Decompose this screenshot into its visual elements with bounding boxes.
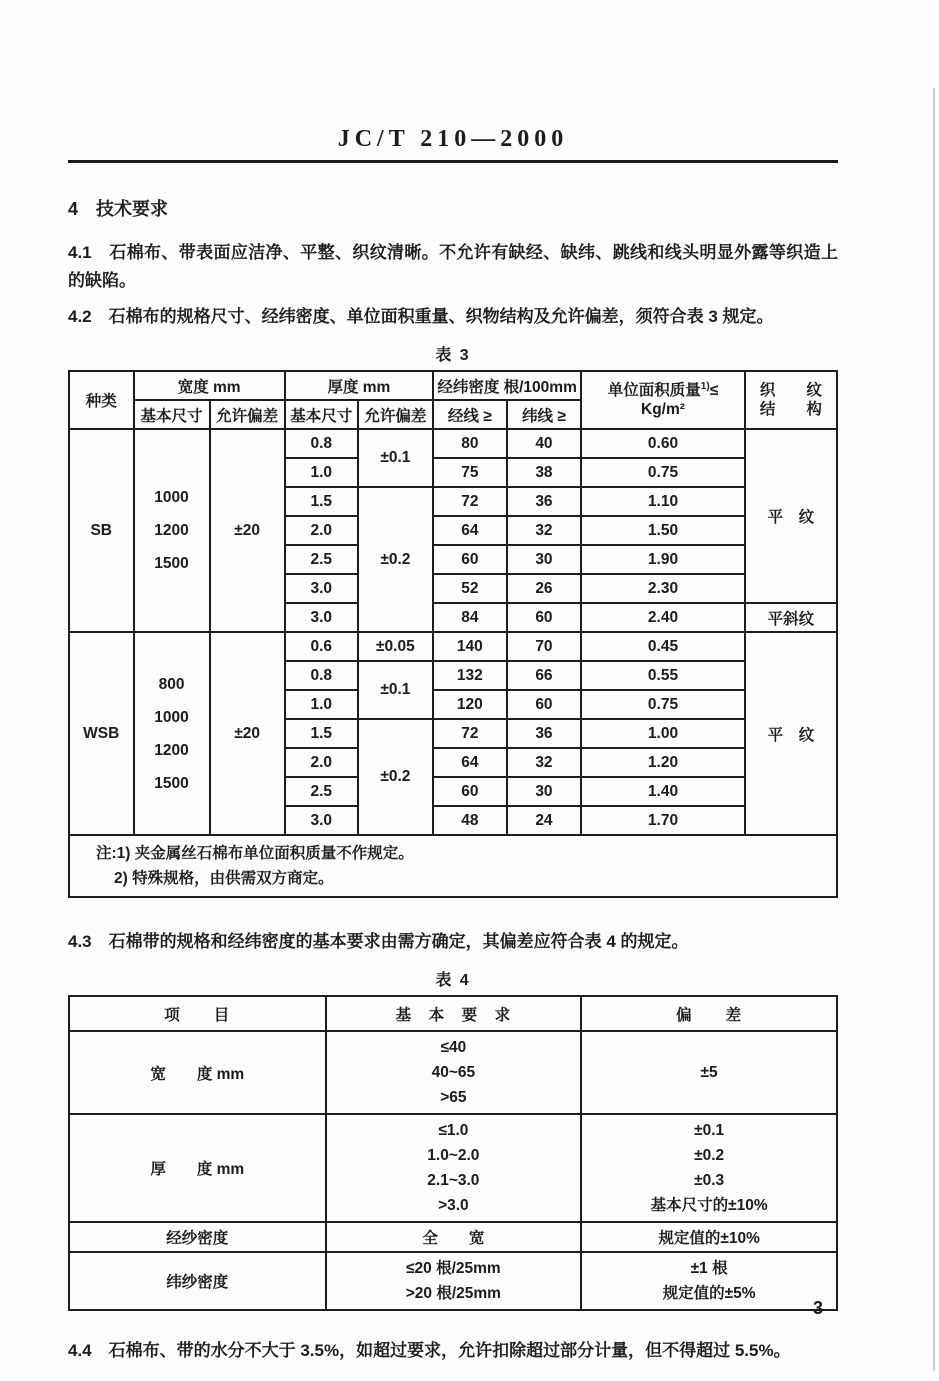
cell-requirement <box>326 1114 582 1222</box>
cell-weft: 38 <box>507 458 581 487</box>
cell-thickness: 2.5 <box>285 777 358 806</box>
cell-mass: 1.00 <box>581 719 745 748</box>
t3-subheader-basic-width: 基本尺寸 <box>134 400 210 429</box>
cell-thickness: 3.0 <box>285 574 358 603</box>
t3-subheader-width-dev: 允许偏差 <box>210 400 285 429</box>
cell-thickness-dev: ±0.1 <box>358 661 433 719</box>
req-line: >20 根/25mm <box>405 1285 501 1302</box>
table-row <box>69 1114 837 1222</box>
dev-line: 基本尺寸的±10% <box>650 1197 768 1214</box>
cell-thickness: 2.0 <box>285 748 358 777</box>
page-number: 3 <box>812 1298 823 1318</box>
width-value: 800 <box>158 675 185 693</box>
cell-weft: 24 <box>507 806 581 835</box>
req-line: ≤40 <box>440 1039 467 1056</box>
cell-item: 经纱密度 <box>69 1222 326 1252</box>
t3-header-mass <box>581 371 745 429</box>
cell-mass: 1.50 <box>581 516 745 545</box>
t4-header-requirement: 基 本 要 求 <box>326 996 582 1031</box>
cell-warp: 84 <box>433 603 507 632</box>
mass-le-symbol: ≤ <box>709 382 719 399</box>
cell-requirement <box>326 1252 582 1310</box>
cell-weft: 32 <box>507 748 581 777</box>
mass-header-line1 <box>582 381 744 400</box>
cell-widths-sb <box>134 429 210 632</box>
cell-warp: 120 <box>433 690 507 719</box>
cell-requirement <box>326 1031 582 1114</box>
cell-weave-sb: 平 纹 <box>745 429 837 603</box>
cell-mass: 0.75 <box>581 458 745 487</box>
weave-header-line1: 织 纹 <box>759 382 822 399</box>
cell-warp: 60 <box>433 545 507 574</box>
cell-thickness: 1.5 <box>285 487 358 516</box>
cell-warp: 64 <box>433 748 507 777</box>
standard-number-title: JC/T 210—2000 <box>337 126 569 152</box>
cell-weft: 32 <box>507 516 581 545</box>
cell-weft: 26 <box>507 574 581 603</box>
cell-thickness-dev: ±0.2 <box>358 487 433 632</box>
t3-subheader-weft: 纬线 ≥ <box>507 400 581 429</box>
cell-warp: 52 <box>433 574 507 603</box>
cell-weft: 40 <box>507 429 581 458</box>
cell-warp: 140 <box>433 632 507 661</box>
cell-thickness-dev: ±0.1 <box>358 429 433 487</box>
t3-header-kind: 种类 <box>69 371 134 429</box>
t3-header-weave <box>745 371 837 429</box>
section-heading: 4 技术要求 <box>68 199 169 219</box>
req-line: ≤20 根/25mm <box>406 1260 501 1277</box>
req-line: 40~65 <box>431 1064 476 1081</box>
cell-warp: 64 <box>433 516 507 545</box>
cell-thickness: 0.6 <box>285 632 358 661</box>
table-row <box>69 632 837 661</box>
cell-item: 纬纱密度 <box>69 1252 326 1310</box>
table-3 <box>68 370 838 898</box>
paragraph-4-4: 4.4 石棉布、带的水分不大于 3.5%，如超过要求，允许扣除超过部分计量，但不得超过 5.5%。 <box>68 1341 791 1360</box>
req-line: 1.0~2.0 <box>427 1147 480 1164</box>
cell-mass: 0.75 <box>581 690 745 719</box>
cell-weft: 30 <box>507 545 581 574</box>
cell-mass: 2.30 <box>581 574 745 603</box>
table-row <box>69 1252 837 1310</box>
cell-mass: 0.55 <box>581 661 745 690</box>
cell-weft: 36 <box>507 487 581 516</box>
t3-header-row-1 <box>69 371 837 400</box>
table-4-caption: 表 4 <box>435 972 471 989</box>
t3-header-width-group: 宽度 mm <box>134 371 285 400</box>
t3-subheader-thickness-dev: 允许偏差 <box>358 400 433 429</box>
cell-thickness: 0.8 <box>285 661 358 690</box>
cell-deviation: 规定值的±10% <box>581 1222 837 1252</box>
cell-item: 厚 度 mm <box>69 1114 326 1222</box>
t3-header-density-group: 经纬密度 根/100mm <box>433 371 581 400</box>
dev-line: 规定值的±5% <box>662 1285 756 1302</box>
mass-label: 单位面积质量 <box>607 382 701 399</box>
mass-footnote-ref: 1) <box>700 380 710 392</box>
cell-warp: 72 <box>433 719 507 748</box>
table-note-row <box>69 835 837 897</box>
cell-kind-wsb: WSB <box>69 632 134 835</box>
width-value: 1000 <box>154 489 189 506</box>
cell-deviation <box>581 1252 837 1310</box>
cell-mass: 1.20 <box>581 748 745 777</box>
cell-thickness: 2.0 <box>285 516 358 545</box>
page-content <box>68 0 838 1365</box>
t3-header-thickness-group: 厚度 mm <box>285 371 433 400</box>
width-value: 1200 <box>154 741 189 759</box>
cell-width-dev-sb: ±20 <box>210 429 285 632</box>
cell-weft: 66 <box>507 661 581 690</box>
cell-mass: 1.70 <box>581 806 745 835</box>
cell-warp: 132 <box>433 661 507 690</box>
table-row <box>69 429 837 458</box>
req-line: >65 <box>440 1089 467 1106</box>
cell-thickness-dev: ±0.05 <box>358 632 433 661</box>
cell-deviation <box>581 1114 837 1222</box>
cell-deviation: ±5 <box>581 1031 837 1114</box>
cell-item: 宽 度 mm <box>69 1031 326 1114</box>
cell-thickness: 3.0 <box>285 806 358 835</box>
cell-mass: 1.10 <box>581 487 745 516</box>
cell-weft: 30 <box>507 777 581 806</box>
scan-edge-artifact <box>933 88 935 1371</box>
width-value: 1000 <box>154 708 189 726</box>
cell-weave-sb-last: 平斜纹 <box>745 603 837 632</box>
table-4 <box>68 995 838 1311</box>
mass-unit: Kg/m² <box>641 401 685 418</box>
paragraph-4-2: 4.2 石棉布的规格尺寸、经纬密度、单位面积重量、织物结构及允许偏差，须符合表 3 规定。 <box>68 307 774 326</box>
cell-kind-sb: SB <box>69 429 134 632</box>
t3-subheader-basic-thickness: 基本尺寸 <box>285 400 358 429</box>
req-line: ≤1.0 <box>438 1122 469 1139</box>
cell-mass: 0.45 <box>581 632 745 661</box>
width-value: 1200 <box>154 522 189 539</box>
cell-weft: 60 <box>507 690 581 719</box>
width-value: 1500 <box>154 774 189 792</box>
cell-widths-wsb <box>134 632 210 835</box>
cell-weft: 60 <box>507 603 581 632</box>
header-rule <box>68 160 838 163</box>
cell-mass: 1.40 <box>581 777 745 806</box>
cell-thickness: 3.0 <box>285 603 358 632</box>
width-value: 1500 <box>154 555 189 572</box>
dev-line: ±0.3 <box>694 1172 725 1189</box>
cell-mass: 2.40 <box>581 603 745 632</box>
note-line-2: 2) 特殊规格，由供需双方商定。 <box>114 870 334 887</box>
cell-thickness-dev: ±0.2 <box>358 719 433 835</box>
weave-header-line2: 结 构 <box>759 401 822 418</box>
cell-thickness: 0.8 <box>285 429 358 458</box>
cell-mass: 1.90 <box>581 545 745 574</box>
cell-warp: 80 <box>433 429 507 458</box>
cell-warp: 75 <box>433 458 507 487</box>
req-line: >3.0 <box>438 1197 469 1214</box>
cell-mass: 0.60 <box>581 429 745 458</box>
table-row <box>69 1222 837 1252</box>
t4-header-item: 项 目 <box>69 996 326 1031</box>
cell-thickness: 1.0 <box>285 458 358 487</box>
cell-warp: 72 <box>433 487 507 516</box>
dev-line: ±0.2 <box>694 1147 725 1164</box>
cell-width-dev-wsb: ±20 <box>210 632 285 835</box>
cell-weft: 36 <box>507 719 581 748</box>
paragraph-4-1: 4.1 石棉布、带表面应洁净、平整、织纹清晰。不允许有缺经、缺纬、跳线和线头明显外露等织造上的缺陷。 <box>68 243 838 290</box>
table-3-notes <box>69 835 837 897</box>
dev-line: ±0.1 <box>694 1122 725 1139</box>
req-line: 2.1~3.0 <box>427 1172 480 1189</box>
table-row <box>69 1031 837 1114</box>
cell-warp: 60 <box>433 777 507 806</box>
cell-thickness: 1.5 <box>285 719 358 748</box>
note-line-1: 注:1) 夹金属丝石棉布单位面积质量不作规定。 <box>96 845 414 862</box>
dev-line: ±1 根 <box>690 1260 728 1277</box>
cell-warp: 48 <box>433 806 507 835</box>
cell-requirement: 全 宽 <box>326 1222 582 1252</box>
cell-weave-wsb: 平 纹 <box>745 632 837 835</box>
cell-weft: 70 <box>507 632 581 661</box>
t4-header-deviation: 偏 差 <box>581 996 837 1031</box>
t4-header-row <box>69 996 837 1031</box>
cell-thickness: 2.5 <box>285 545 358 574</box>
paragraph-4-3: 4.3 石棉带的规格和经纬密度的基本要求由需方确定，其偏差应符合表 4 的规定。 <box>68 932 689 951</box>
cell-thickness: 1.0 <box>285 690 358 719</box>
table-3-caption: 表 3 <box>435 347 471 364</box>
t3-subheader-warp: 经线 ≥ <box>433 400 507 429</box>
